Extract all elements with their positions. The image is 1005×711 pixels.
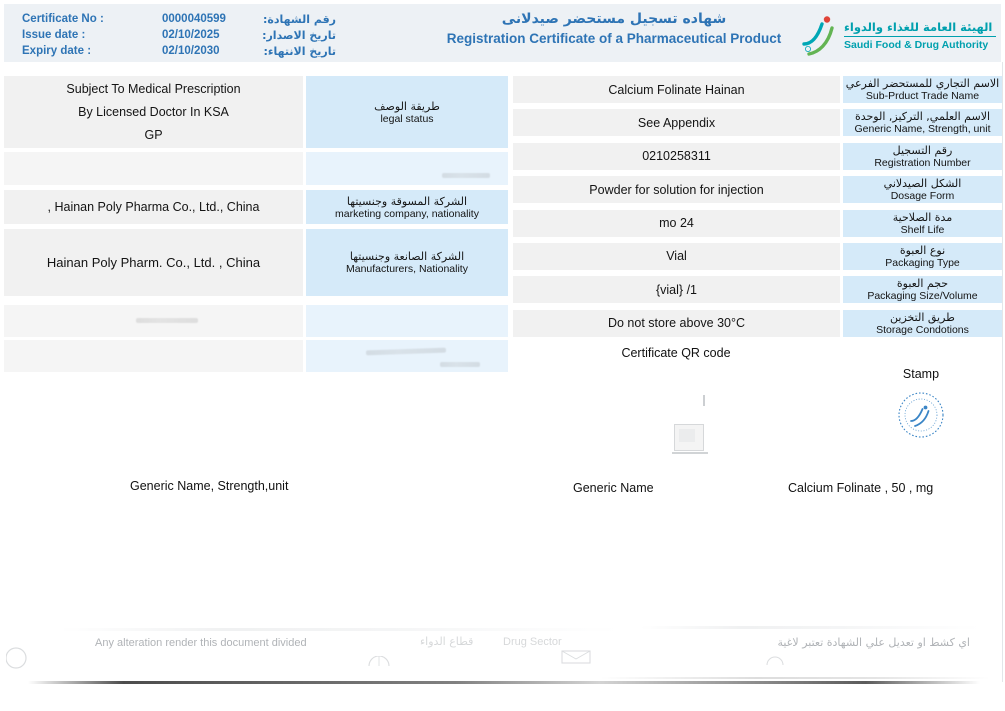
- signal-arc-icon: [766, 652, 784, 670]
- stamp-seal-icon: [897, 391, 945, 439]
- ghost-value-cell: [4, 340, 303, 372]
- footer-sector-english: Drug Sector: [503, 636, 562, 648]
- label-english: Storage Condotions: [876, 323, 969, 336]
- table-row-legal-status: [4, 76, 508, 148]
- legal-status-line-3: GP: [144, 127, 163, 142]
- ghost-value-cell: [4, 152, 303, 185]
- legal-status-line-1: Subject To Medical Prescription: [66, 81, 241, 96]
- footer-faded-streak: [640, 626, 980, 629]
- appendix-generic-name-value: Calcium Folinate , 50 , mg: [788, 481, 934, 495]
- label-cell: [843, 243, 1002, 270]
- value-cell: 0210258311: [513, 143, 840, 170]
- label-cell: [843, 76, 1002, 103]
- document-title-arabic: شهاده تسجيل مستحضر صيدلانى: [501, 11, 727, 27]
- table-row-packaging-size: [513, 276, 1002, 303]
- certificate-no-label-arabic: رقم الشهادة:: [262, 13, 336, 26]
- expiry-date-label: Expiry date :: [22, 45, 92, 57]
- certificate-no-value: 0000040599: [162, 13, 226, 25]
- sfda-logo: [799, 13, 997, 57]
- label-english: legal status: [380, 112, 434, 125]
- label-english: Manufacturers, Nationality: [346, 263, 468, 275]
- table-row-storage-conditions: [513, 310, 1002, 337]
- stamp-section-title: Stamp: [902, 367, 940, 381]
- label-cell: [843, 210, 1002, 237]
- value-cell: Powder for solution for injection: [513, 176, 840, 203]
- ghost-text: [442, 173, 490, 178]
- value-cell: [4, 76, 303, 148]
- qr-code-faded: [674, 424, 704, 451]
- label-arabic: الاسم العلمي, التركيز, الوحدة: [854, 110, 991, 124]
- ghost-text: [136, 318, 198, 323]
- document-title-english: Registration Certificate of a Pharmaceutical Product: [446, 31, 782, 46]
- footer-sector-arabic: قطاع الدواء: [420, 635, 474, 648]
- label-arabic: الاسم التجاري للمستحضر الفرعي: [845, 77, 1000, 90]
- value-cell: Calcium Folinate Hainan: [513, 76, 840, 103]
- label-cell: [843, 310, 1002, 337]
- label-english: Dosage Form: [890, 190, 955, 203]
- document-title: [364, 11, 864, 46]
- table-row-faded: [4, 152, 508, 185]
- table-row-shelf-life: [513, 210, 1002, 237]
- value-cell: Hainan Poly Pharm. Co., Ltd. , China: [4, 229, 303, 296]
- ghost-text: [366, 348, 446, 356]
- label-cell: [843, 276, 1002, 303]
- qr-faint-mark: [703, 395, 705, 406]
- ghost-value-cell: [4, 305, 303, 337]
- page-edge-line: [1002, 62, 1003, 682]
- ghost-label-cell: [306, 340, 508, 372]
- table-row-generic-name: [513, 109, 1002, 136]
- label-arabic: مدة الصلاحية: [892, 210, 953, 224]
- label-cell: [843, 109, 1002, 136]
- legal-status-line-2: By Licensed Doctor In KSA: [78, 104, 229, 119]
- label-cell: [306, 76, 508, 148]
- expiry-date-label-arabic: تاريخ الانتهاء:: [263, 45, 336, 58]
- label-english: Shelf Life: [900, 223, 945, 236]
- label-english: Registration Number: [874, 156, 971, 169]
- label-arabic: حجم العبوة: [896, 277, 949, 291]
- label-arabic: الشركة المسوقة وجنسيتها: [346, 194, 468, 208]
- label-cell: [843, 176, 1002, 203]
- appendix-header: Generic Name, Strength,unit: [130, 479, 289, 493]
- appendix-generic-name-label: Generic Name: [573, 481, 654, 495]
- footer-faded-streak: [60, 628, 620, 631]
- label-english: Generic Name, Strength, unit: [854, 123, 991, 136]
- value-cell: , Hainan Poly Pharma Co., Ltd., China: [4, 190, 303, 224]
- label-arabic: طريقة الوصف: [374, 99, 440, 113]
- label-arabic: رقم التسجيل: [892, 143, 953, 157]
- issue-date-label-arabic: تاريخ الاصدار:: [262, 29, 336, 42]
- label-arabic: طريق التخزين: [890, 310, 955, 324]
- right-table: [513, 76, 1002, 343]
- issue-date-label: Issue date :: [22, 29, 86, 41]
- label-cell: [306, 190, 508, 224]
- table-row-dosage-form: [513, 176, 1002, 203]
- left-table: [4, 76, 508, 372]
- table-row-faded: [4, 305, 508, 337]
- phone-icon: [6, 647, 30, 674]
- table-row-registration-number: [513, 143, 1002, 170]
- table-row-manufacturers: [4, 229, 508, 296]
- value-cell: Vial: [513, 243, 840, 270]
- issue-date-value: 02/10/2025: [162, 29, 220, 41]
- label-english: Packaging Size/Volume: [867, 290, 978, 303]
- ghost-text: [440, 362, 480, 367]
- label-arabic: الشركة الصانعة وجنسيتها: [349, 250, 465, 263]
- value-cell: mo 24: [513, 210, 840, 237]
- qr-section-title: Certificate QR code: [621, 346, 731, 360]
- footer-note-english: Any alteration render this document divided: [95, 637, 307, 649]
- certificate-no-label: Certificate No :: [22, 13, 104, 25]
- globe-icon: [368, 653, 390, 671]
- sfda-logo-text: [844, 20, 996, 51]
- label-cell: [306, 229, 508, 296]
- qr-faint-underline: [672, 452, 708, 454]
- ghost-label-cell: [306, 152, 508, 185]
- label-arabic: الشكل الصيدلاني: [883, 177, 962, 191]
- footer-rule: [28, 681, 980, 684]
- label-english: Sub-Prduct Trade Name: [865, 90, 980, 102]
- table-row-packaging-type: [513, 243, 1002, 270]
- label-cell: [843, 143, 1002, 170]
- envelope-icon: [561, 650, 591, 669]
- ghost-label-cell: [306, 305, 508, 337]
- qr-code-inner: [679, 429, 695, 442]
- header-band: [4, 4, 1001, 62]
- footer-note-arabic: اي كشط او تعديل علي الشهادة تعتبر لاغية: [777, 636, 970, 649]
- expiry-date-value: 02/10/2030: [162, 45, 220, 57]
- table-row-marketing-company: [4, 190, 508, 224]
- label-english: Packaging Type: [885, 256, 960, 269]
- sfda-name-english: Saudi Food & Drug Authority: [844, 38, 989, 51]
- value-cell: {vial} /1: [513, 276, 840, 303]
- table-row-faded: [4, 340, 508, 372]
- label-english: marketing company, nationality: [335, 207, 479, 220]
- value-cell: Do not store above 30°C: [513, 310, 840, 337]
- sfda-name-arabic: الهيئة العامة للغذاء والدواء: [844, 19, 993, 34]
- label-arabic: نوع العبوة: [899, 243, 946, 257]
- table-row-sub-product-trade-name: [513, 76, 1002, 103]
- sfda-figure-icon: [799, 13, 839, 57]
- value-cell: See Appendix: [513, 109, 840, 136]
- logo-divider: [844, 36, 996, 37]
- footer-rule-faded: [600, 677, 990, 679]
- official-stamp: [897, 391, 945, 439]
